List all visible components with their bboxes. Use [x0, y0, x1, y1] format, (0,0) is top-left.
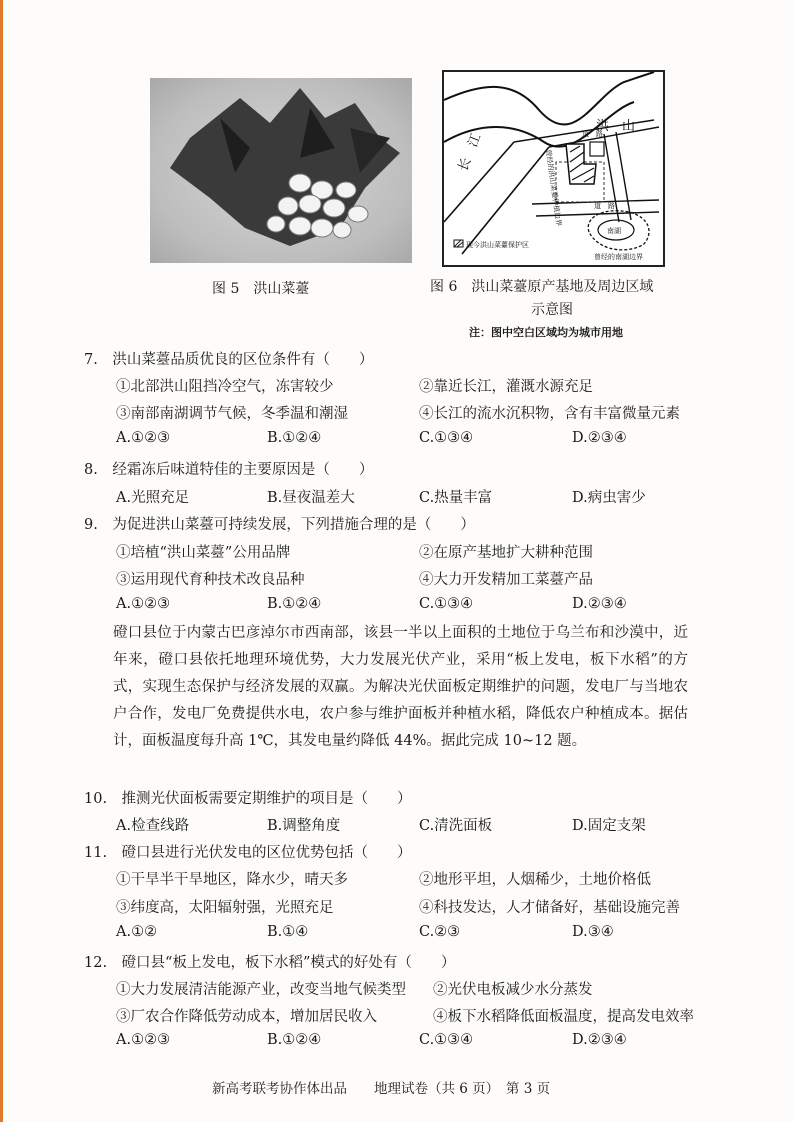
q7-statement-2: ②靠近长江，灌溉水源充足 — [419, 379, 593, 395]
q12-option-d[interactable]: D.②③④ — [572, 1032, 627, 1048]
fig6-caption-line2: 示意图 — [531, 302, 573, 318]
label-road-bottom: 道 路 — [594, 202, 615, 210]
q12-stem: 12. 磴口县“板上发电，板下水稻”模式的好处有（ ） — [84, 955, 456, 971]
q7-option-b[interactable]: B.①②④ — [267, 430, 322, 446]
q7-statement-1: ①北部洪山阻挡冷空气，冻害较少 — [116, 379, 334, 395]
q11-statement-2: ②地形平坦，人烟稀少，土地价格低 — [419, 872, 651, 888]
fig6-note: 注：图中空白区域均为城市用地 — [469, 326, 623, 339]
q11-stem: 11. 磴口县进行光伏发电的区位优势包括（ ） — [84, 845, 412, 861]
q12-statement-3: ③厂农合作降低劳动成本，增加居民收入 — [116, 1009, 377, 1025]
q8-stem: 8. 经霜冻后味道特佳的主要原因是（ ） — [84, 462, 374, 478]
q9-statement-4: ④大力开发精加工菜薹产品 — [419, 572, 593, 588]
q8-option-b[interactable]: B.昼夜温差大 — [267, 490, 355, 506]
q10-option-c[interactable]: C.清洗面板 — [419, 818, 493, 834]
q7-statement-3: ③南部南湖调节气候，冬季温和潮湿 — [116, 406, 348, 422]
fig5-caption: 图 5 洪山菜薹 — [212, 281, 310, 297]
q11-option-d[interactable]: D.③④ — [572, 924, 614, 940]
q11-statement-3: ③纬度高，太阳辐射强，光照充足 — [116, 900, 334, 916]
q9-option-d[interactable]: D.②③④ — [572, 596, 627, 612]
q11-option-a[interactable]: A.①② — [116, 924, 158, 940]
q10-option-b[interactable]: B.调整角度 — [267, 818, 341, 834]
q12-option-c[interactable]: C.①③④ — [419, 1032, 474, 1048]
q11-option-b[interactable]: B.①④ — [267, 924, 309, 940]
q9-option-a[interactable]: A.①②③ — [116, 596, 171, 612]
q10-option-a[interactable]: A.检查线路 — [116, 818, 190, 834]
label-old-boundary: 曾经的洪山菜薹种植边界 — [544, 149, 563, 227]
q9-option-b[interactable]: B.①②④ — [267, 596, 322, 612]
q11-option-c[interactable]: C.②③ — [419, 924, 461, 940]
q7-option-c[interactable]: C.①③④ — [419, 430, 474, 446]
label-hongshan: 洪 山 — [596, 119, 636, 134]
vegetable-photo — [150, 78, 412, 263]
q12-statement-2: ②光伏电板减少水分蒸发 — [433, 982, 593, 998]
label-road-top: 道 路 — [582, 130, 603, 138]
q11-statement-4: ④科技发达，人才储备好，基础设施完善 — [419, 900, 680, 916]
q12-statement-1: ①大力发展清洁能源产业，改变当地气候类型 — [116, 982, 406, 998]
q7-option-d[interactable]: D.②③④ — [572, 430, 627, 446]
q10-stem: 10. 推测光伏面板需要定期维护的项目是（ ） — [84, 791, 412, 807]
fig6-caption-line1: 图 6 洪山菜薹原产基地及周边区域 — [430, 279, 654, 295]
q7-option-a[interactable]: A.①②③ — [116, 430, 171, 446]
label-changjiang: 长 江 — [455, 131, 485, 174]
q12-option-b[interactable]: B.①②④ — [267, 1032, 322, 1048]
q9-statement-2: ②在原产基地扩大耕种范围 — [419, 545, 593, 561]
q9-statement-3: ③运用现代育种技术改良品种 — [116, 572, 305, 588]
q9-stem: 9. 为促进洪山菜薹可持续发展，下列措施合理的是（ ） — [84, 517, 475, 533]
q8-option-c[interactable]: C.热量丰富 — [419, 490, 493, 506]
q8-option-a[interactable]: A.光照充足 — [116, 490, 190, 506]
map-figure — [442, 70, 665, 267]
q7-statement-4: ④长江的流水沉积物，含有丰富微量元素 — [419, 406, 680, 422]
q12-statement-4: ④板下水稻降低面板温度，提高发电效率 — [433, 1009, 694, 1025]
label-lake-boundary: 曾经的南湖边界 — [594, 253, 643, 261]
page-footer: 新高考联考协作体出品 地理试卷（共 6 页） 第 3 页 — [212, 1081, 551, 1097]
q11-statement-1: ①干旱半干旱地区，降水少，晴天多 — [116, 872, 348, 888]
label-legend: 现今洪山菜薹保护区 — [466, 241, 529, 249]
q12-option-a[interactable]: A.①②③ — [116, 1032, 171, 1048]
q8-option-d[interactable]: D.病虫害少 — [572, 490, 646, 506]
q9-option-c[interactable]: C.①③④ — [419, 596, 474, 612]
q10-option-d[interactable]: D.固定支架 — [572, 818, 646, 834]
reading-passage: 磴口县位于内蒙古巴彦淖尔市西南部，该县一半以上面积的土地位于乌兰布和沙漠中，近年来，磴口县依托地理环境优势，大力发展光伏产业，采用“板上发电，板下水稻”的方式，实现生态保护与经济发展的双赢。为解决光伏面板定期维护的问题，发电厂与当地农户合作，发电厂免费提供水电，农户参与维护面板并种植水稻，降低农户种植成本。据估计，面板温度每升高 1℃，其发电量约降低 44%。据此完成 10~12 题。 — [113, 625, 688, 749]
q9-statement-1: ①培植“洪山菜薹”公用品牌 — [116, 545, 291, 561]
q7-stem: 7. 洪山菜薹品质优良的区位条件有（ ） — [84, 352, 374, 368]
page-edge — [0, 0, 3, 1122]
label-nanhu: 南湖 — [607, 227, 621, 235]
